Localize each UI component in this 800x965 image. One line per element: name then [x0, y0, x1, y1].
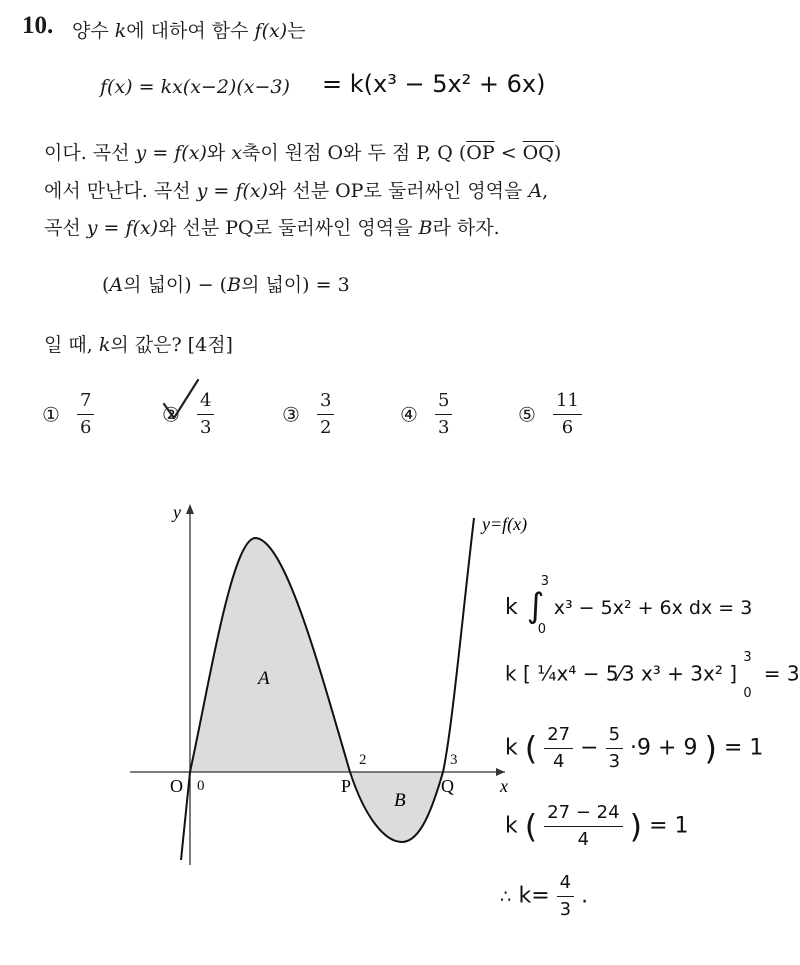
- statement-line-1: [44, 138, 561, 165]
- choice-3-num: 3: [317, 390, 334, 415]
- line1-text-2: 와: [206, 142, 226, 164]
- line1-curve: y = f(x): [135, 142, 207, 164]
- choice-3-mark: ③: [282, 402, 300, 427]
- cond-1: (: [102, 274, 110, 296]
- choice-5-den: 6: [561, 417, 574, 438]
- statement-line-3: [44, 213, 500, 240]
- choice-5-mark: ⑤: [518, 402, 536, 427]
- area-condition: [102, 270, 350, 297]
- step4-frac: [544, 802, 622, 851]
- line1-close: ): [553, 142, 562, 164]
- intro-k: k: [114, 20, 127, 42]
- step3-k: k: [505, 735, 518, 761]
- step2-upper: 3: [743, 650, 752, 665]
- work-step-2: [505, 650, 800, 701]
- question-text-2: 의 값은? [4점]: [110, 334, 233, 356]
- step4-num: 27 − 24: [544, 802, 622, 827]
- work-step-4: k ( $\frac{27 - 24}{4}$ ) = 1: [505, 802, 689, 850]
- y-axis-arrow-icon: [186, 504, 194, 514]
- cond-A: A: [109, 274, 124, 296]
- line3-B: B: [418, 217, 433, 239]
- step2-limits: [743, 650, 757, 701]
- final-den: 3: [559, 899, 572, 920]
- choice-1-num: 7: [77, 390, 94, 415]
- step2-eq: = 3: [763, 661, 800, 686]
- choice-1-fraction: [77, 390, 94, 439]
- step3-minus: −: [580, 735, 599, 761]
- region-a-label: A: [258, 668, 270, 689]
- cond-3: 의 넓이) = 3: [241, 274, 350, 296]
- choice-3[interactable]: [282, 390, 334, 439]
- y-axis-label: y: [173, 502, 181, 522]
- statement-line-2: [44, 176, 548, 203]
- function-equation: f(x) = kx(x−2)(x−3): [100, 76, 290, 98]
- work-final: [500, 872, 588, 921]
- segment-op: $\overline{OP}$: [466, 142, 495, 164]
- line1-text-3: 축이 원점 O와 두 점 P, Q (: [241, 142, 467, 164]
- line3-text-1: 곡선: [44, 217, 81, 239]
- curve-label: y=f(x): [482, 514, 528, 534]
- choice-4-fraction: [435, 390, 452, 439]
- step1-integrand: x³ − 5x² + 6x dx = 3: [553, 597, 753, 619]
- problem-number: 10.: [22, 12, 54, 39]
- step2-k: k: [505, 661, 517, 686]
- choice-3-fraction: [317, 390, 334, 439]
- line1-text-1: 이다. 곡선: [44, 142, 130, 164]
- problem-intro: [72, 16, 305, 43]
- work-step-1: [505, 574, 753, 637]
- step3-f1-num: 27: [544, 724, 573, 749]
- check-mark-icon: [158, 374, 218, 434]
- choice-4-num: 5: [435, 390, 452, 415]
- choice-4[interactable]: [400, 390, 452, 439]
- step1-k: k: [505, 595, 518, 620]
- intro-text-3: 는: [287, 20, 306, 42]
- intro-fx: f(x): [254, 20, 288, 42]
- choice-5[interactable]: [518, 390, 582, 439]
- choice-1[interactable]: [42, 390, 94, 439]
- choice-1-mark: ①: [42, 402, 60, 427]
- step3-frac-2: [606, 724, 623, 773]
- intro-text-2: 에 대하여 함수: [126, 20, 249, 42]
- p-label: P: [341, 776, 352, 796]
- choice-1-den: 6: [80, 417, 92, 438]
- cond-2: 의 넓이) − (: [123, 274, 228, 296]
- question-k: k: [98, 334, 111, 356]
- step3-tail: ·9 + 9: [630, 735, 698, 761]
- therefore-icon: ∴: [500, 886, 512, 908]
- x-axis-label: x: [500, 776, 508, 796]
- step2-lower: 0: [743, 686, 752, 701]
- step3-eq: = 1: [723, 735, 764, 761]
- handwritten-factored-form: = k(x³ − 5x² + 6x): [322, 70, 546, 98]
- choice-2-num: 4: [197, 390, 214, 415]
- q-label: Q: [441, 776, 454, 796]
- region-b-label: B: [394, 790, 406, 811]
- choice-4-mark: ④: [400, 402, 418, 427]
- choice-3-den: 2: [320, 417, 332, 438]
- choice-4-den: 3: [438, 417, 450, 438]
- origin-hand-mark: 0: [197, 778, 205, 794]
- line1-lt: <: [494, 142, 523, 164]
- step3-f2-num: 5: [606, 724, 623, 749]
- step3-f2-den: 3: [608, 751, 621, 772]
- p-hand-mark: 2: [359, 752, 367, 768]
- step4-eq: = 1: [649, 813, 689, 839]
- work-step-3: k ( $\frac{27}{4}$ − $\frac{5}{3}$ ·9 + 9 ) = 1: [505, 724, 764, 772]
- step1-lower: 0: [537, 622, 547, 637]
- question-line: [44, 330, 233, 357]
- step2-bracket: [ ¼x⁴ − 5⁄3 x³ + 3x² ]: [522, 661, 738, 686]
- x-axis-arrow-icon: [496, 768, 505, 776]
- choice-2-den: 3: [200, 417, 212, 438]
- line2-curve: y = f(x): [196, 180, 268, 202]
- intro-text-1: 양수: [72, 20, 109, 42]
- segment-oq: $\overline{OQ}$: [522, 142, 554, 164]
- line2-text-1: 에서 만난다. 곡선: [44, 180, 191, 202]
- final-dot: .: [581, 883, 589, 909]
- choice-5-num: 11: [553, 390, 582, 415]
- final-k: k=: [518, 883, 550, 909]
- cond-B: B: [227, 274, 242, 296]
- integral-sign-icon: ∫ 3 0: [526, 574, 550, 637]
- choice-2-mark: ②: [162, 402, 180, 427]
- line2-A: A: [528, 180, 543, 202]
- step4-den: 4: [577, 829, 590, 850]
- question-text-1: 일 때,: [44, 334, 93, 356]
- line1-x: x: [231, 142, 242, 164]
- final-frac: [557, 872, 574, 921]
- step1-upper: 3: [540, 574, 550, 589]
- q-hand-mark: 3: [450, 752, 458, 768]
- step4-k: k: [505, 813, 518, 839]
- line2-text-2: 와 선분 OP로 둘러싸인 영역을: [267, 180, 523, 202]
- line3-text-2: 와 선분 PQ로 둘러싸인 영역을: [158, 217, 413, 239]
- line3-curve: y = f(x): [86, 217, 159, 239]
- choice-5-fraction: [553, 390, 582, 439]
- step3-f1-den: 4: [552, 751, 565, 772]
- origin-label: O: [170, 776, 183, 796]
- line2-text-3: ,: [542, 180, 549, 202]
- final-num: 4: [557, 872, 574, 897]
- step3-frac-1: [544, 724, 573, 773]
- line3-text-3: 라 하자.: [432, 217, 500, 239]
